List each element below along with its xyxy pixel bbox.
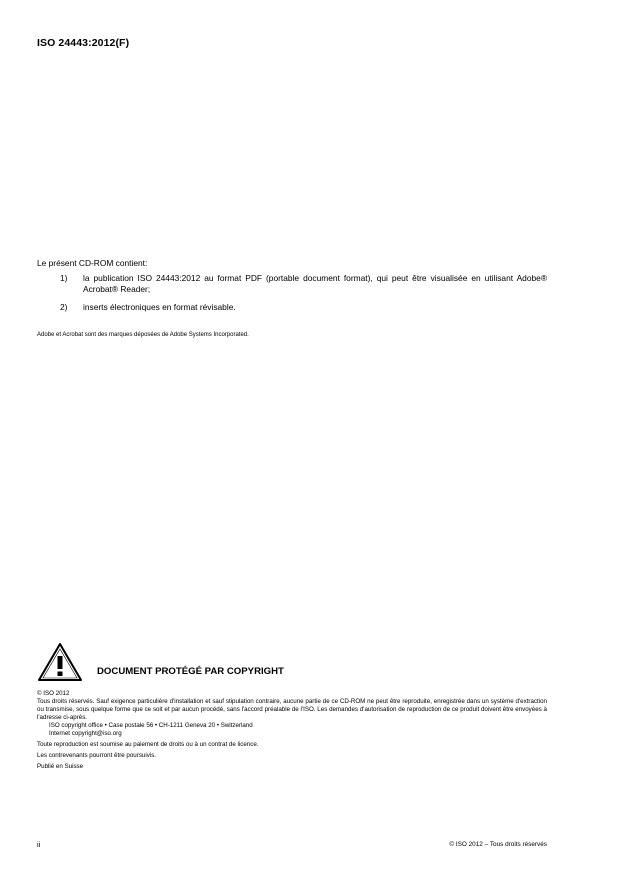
footer-copyright: © ISO 2012 – Tous droits réservés [449,841,547,848]
cdrom-intro-text: Le présent CD-ROM contient: [37,258,148,268]
warning-triangle-icon [37,642,83,682]
document-id-header: ISO 24443:2012(F) [37,37,130,49]
list-item [37,273,547,295]
cdrom-contents-list [37,273,547,313]
license-notice: Toute reproduction est soumise au paiement de droits ou à un contrat de licence. [37,741,259,748]
copyright-year: © ISO 2012 [37,690,70,697]
cdrom-contents-section [37,258,547,320]
rights-reserved-text: Tous droits réservés. Sauf exigence particulière d'installation et sauf stipulation contraire, aucune partie de ce CD-ROM ne peut être reproduite, enregistrée dans un système d'extraction ou transmise, sous quelque forme que ce soit et par aucun procédé, sans l'accord préalable de l'ISO. Les demandes d'autorisation de reproduction de ce produit doivent être envoyées à l'adresse ci-après. [37,698,547,721]
page-number: ii [37,840,41,849]
published-in: Publié en Suisse [37,763,84,770]
copyright-title: DOCUMENT PROTÉGÉ PAR COPYRIGHT [97,666,284,677]
iso-internet-address: Internet copyright@iso.org [49,730,122,737]
list-item-text: la publication ISO 24443:2012 au format PDF (portable document format), qui peut être visualisée en utilisant Adobe® Acrobat® Reader; [83,273,547,294]
list-item [37,302,547,313]
copyright-heading [37,642,547,682]
copyright-notice-body [37,690,547,771]
list-item-number: 1) [60,273,68,283]
list-item-text: inserts électroniques en format révisable. [83,302,236,312]
iso-address: ISO copyright office • Case postale 56 • CH-1211 Geneva 20 • Switzerland [49,722,253,729]
list-item-number: 2) [60,302,68,312]
prosecution-notice: Les contrevenants pourront être poursuivis. [37,752,157,759]
trademark-note: Adobe et Acrobat sont des marques déposées de Adobe Systems Incorporated. [37,332,249,338]
